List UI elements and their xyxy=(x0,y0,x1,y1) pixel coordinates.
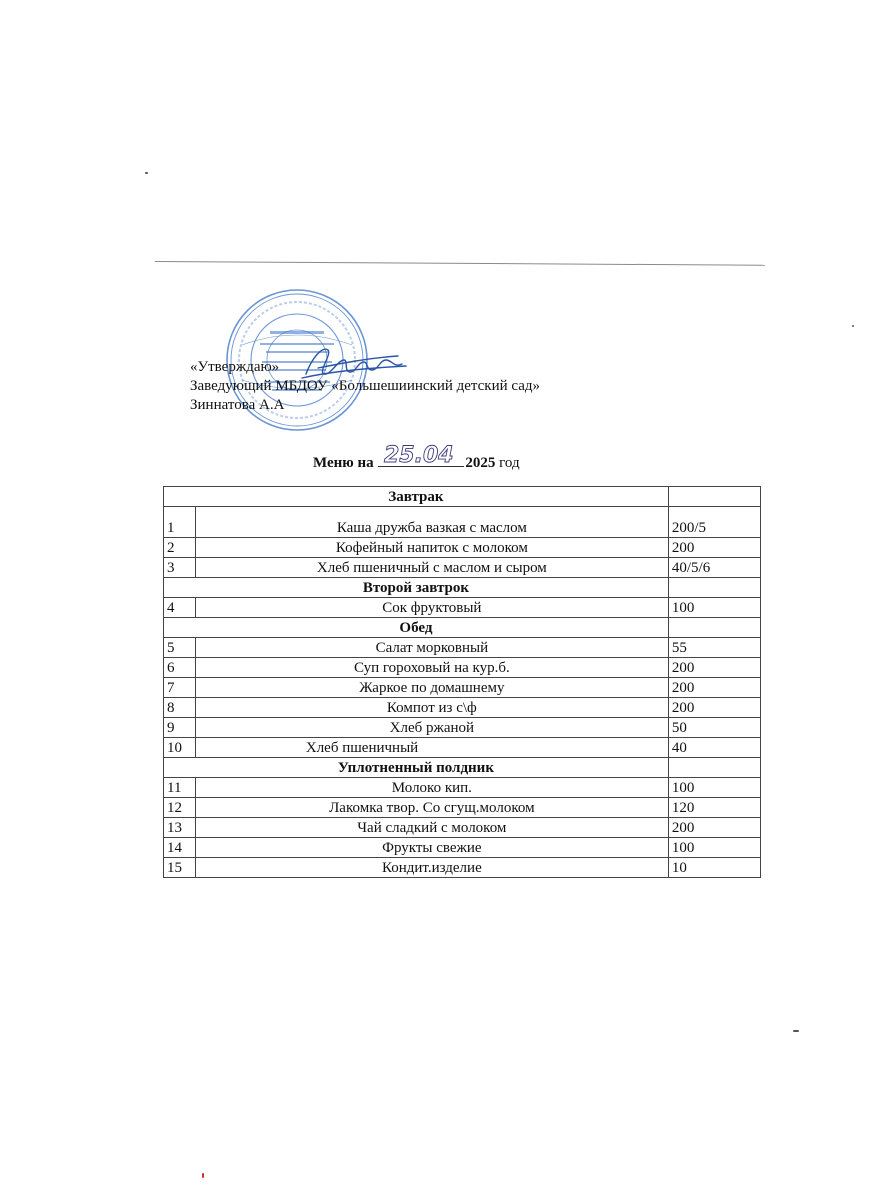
section-amount-cell xyxy=(668,487,760,507)
portion-amount: 100 xyxy=(668,598,760,618)
table-row xyxy=(164,658,761,678)
portion-amount: 40 xyxy=(668,738,760,758)
scan-speck xyxy=(145,172,148,174)
date-field xyxy=(378,443,464,468)
portion-amount: 120 xyxy=(668,798,760,818)
table-row xyxy=(164,507,761,538)
approval-line-position: Заведующий МБДОУ «Большешиинский детский сад» xyxy=(190,378,541,394)
top-rule xyxy=(155,261,765,266)
dish-name: Кофейный напиток с молоком xyxy=(195,538,668,558)
portion-amount: 50 xyxy=(668,718,760,738)
table-row xyxy=(164,858,761,878)
scan-speck xyxy=(852,325,854,327)
item-number: 1 xyxy=(164,507,196,538)
item-number: 13 xyxy=(164,818,196,838)
portion-amount: 200 xyxy=(668,678,760,698)
section-amount-cell xyxy=(668,578,760,598)
dish-name: Молоко кип. xyxy=(195,778,668,798)
item-number: 7 xyxy=(164,678,196,698)
portion-amount: 10 xyxy=(668,858,760,878)
handwritten-date xyxy=(378,438,464,468)
dish-name: Жаркое по домашнему xyxy=(195,678,668,698)
menu-title xyxy=(313,443,520,472)
section-title: Уплотненный полдник xyxy=(164,758,669,778)
dish-name: Чай сладкий с молоком xyxy=(195,818,668,838)
portion-amount: 55 xyxy=(668,638,760,658)
table-row xyxy=(164,698,761,718)
approval-line-name: Зиннатова А.А xyxy=(190,397,285,413)
item-number: 4 xyxy=(164,598,196,618)
section-header-row xyxy=(164,618,761,638)
table-row xyxy=(164,778,761,798)
scan-speck xyxy=(202,1173,204,1178)
table-row xyxy=(164,838,761,858)
item-number: 10 xyxy=(164,738,196,758)
dish-name: Хлеб ржаной xyxy=(195,718,668,738)
item-number: 11 xyxy=(164,778,196,798)
portion-amount: 200 xyxy=(668,698,760,718)
section-title: Завтрак xyxy=(164,487,669,507)
portion-amount: 100 xyxy=(668,778,760,798)
portion-amount: 40/5/6 xyxy=(668,558,760,578)
section-amount-cell xyxy=(668,758,760,778)
table-row xyxy=(164,818,761,838)
section-header-row xyxy=(164,758,761,778)
dish-name: Сок фруктовый xyxy=(195,598,668,618)
portion-amount: 200 xyxy=(668,658,760,678)
table-row xyxy=(164,638,761,658)
menu-table xyxy=(163,486,761,878)
section-header-row xyxy=(164,487,761,507)
item-number: 5 xyxy=(164,638,196,658)
table-row xyxy=(164,738,761,758)
menu-table-body xyxy=(164,487,761,878)
item-number: 14 xyxy=(164,838,196,858)
table-row xyxy=(164,558,761,578)
dish-name: Фрукты свежие xyxy=(195,838,668,858)
item-number: 9 xyxy=(164,718,196,738)
handwritten-date-text: 25.04 xyxy=(384,443,454,468)
portion-amount: 200 xyxy=(668,818,760,838)
dish-name: Лакомка твор. Со сгущ.молоком xyxy=(195,798,668,818)
menu-title-year: 2025 xyxy=(465,455,496,471)
dish-name: Хлеб пшеничный xyxy=(195,738,668,758)
section-header-row xyxy=(164,578,761,598)
dish-name: Компот из с\ф xyxy=(195,698,668,718)
menu-title-suffix: год xyxy=(499,455,520,471)
item-number: 2 xyxy=(164,538,196,558)
scan-speck xyxy=(793,1030,799,1032)
section-title: Второй завтрок xyxy=(164,578,669,598)
portion-amount: 200 xyxy=(668,538,760,558)
item-number: 6 xyxy=(164,658,196,678)
menu-title-prefix: Меню на xyxy=(313,455,374,471)
table-row xyxy=(164,598,761,618)
portion-amount: 100 xyxy=(668,838,760,858)
table-row xyxy=(164,718,761,738)
section-amount-cell xyxy=(668,618,760,638)
item-number: 12 xyxy=(164,798,196,818)
dish-name: Хлеб пшеничный с маслом и сыром xyxy=(195,558,668,578)
dish-name: Суп гороховый на кур.б. xyxy=(195,658,668,678)
item-number: 8 xyxy=(164,698,196,718)
dish-name: Каша дружба вазкая с маслом xyxy=(195,507,668,538)
portion-amount: 200/5 xyxy=(668,507,760,538)
dish-name: Кондит.изделие xyxy=(195,858,668,878)
dish-name: Салат морковный xyxy=(195,638,668,658)
approval-line-approved: «Утверждаю» xyxy=(190,359,280,375)
handwritten-signature xyxy=(298,338,408,388)
section-title: Обед xyxy=(164,618,669,638)
table-row xyxy=(164,538,761,558)
table-row xyxy=(164,798,761,818)
item-number: 15 xyxy=(164,858,196,878)
table-row xyxy=(164,678,761,698)
item-number: 3 xyxy=(164,558,196,578)
